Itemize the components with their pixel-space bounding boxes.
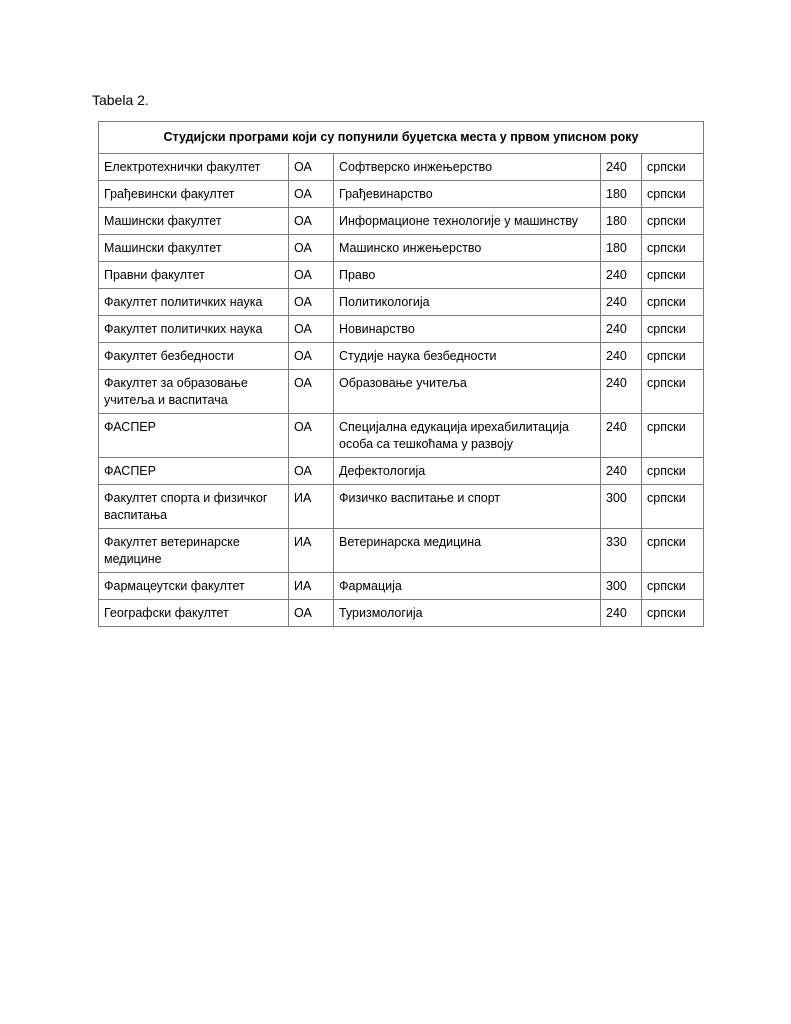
language-cell: српски bbox=[642, 235, 704, 262]
program-cell: Новинарство bbox=[334, 316, 601, 343]
language-cell: српски bbox=[642, 458, 704, 485]
table-row bbox=[99, 458, 704, 485]
accreditation-type-cell: ОА bbox=[289, 181, 334, 208]
table-row bbox=[99, 529, 704, 573]
accreditation-type-cell: ОА bbox=[289, 316, 334, 343]
language-cell: српски bbox=[642, 343, 704, 370]
program-cell: Политикологија bbox=[334, 289, 601, 316]
table-row bbox=[99, 414, 704, 458]
program-cell: Ветеринарска медицина bbox=[334, 529, 601, 573]
ects-cell: 330 bbox=[601, 529, 642, 573]
table-row bbox=[99, 370, 704, 414]
table-row bbox=[99, 208, 704, 235]
program-cell: Машинско инжењерство bbox=[334, 235, 601, 262]
ects-cell: 180 bbox=[601, 181, 642, 208]
program-cell: Образовање учитеља bbox=[334, 370, 601, 414]
table-row bbox=[99, 154, 704, 181]
accreditation-type-cell: ОА bbox=[289, 154, 334, 181]
language-cell: српски bbox=[642, 181, 704, 208]
table-body bbox=[99, 154, 704, 627]
faculty-cell: Правни факултет bbox=[99, 262, 289, 289]
language-cell: српски bbox=[642, 289, 704, 316]
language-cell: српски bbox=[642, 208, 704, 235]
table-row bbox=[99, 181, 704, 208]
language-cell: српски bbox=[642, 529, 704, 573]
accreditation-type-cell: ОА bbox=[289, 458, 334, 485]
table-caption: Tabela 2. bbox=[92, 92, 149, 108]
accreditation-type-cell: ИА bbox=[289, 485, 334, 529]
program-cell: Грађевинарство bbox=[334, 181, 601, 208]
faculty-cell: ФАСПЕР bbox=[99, 458, 289, 485]
language-cell: српски bbox=[642, 316, 704, 343]
ects-cell: 240 bbox=[601, 414, 642, 458]
ects-cell: 240 bbox=[601, 370, 642, 414]
table-title: Студијски програми који су попунили буџетска места у првом уписном року bbox=[99, 122, 704, 154]
faculty-cell: Фармацеутски факултет bbox=[99, 573, 289, 600]
faculty-cell: Електротехнички факултет bbox=[99, 154, 289, 181]
table-row bbox=[99, 343, 704, 370]
faculty-cell: Факултет политичких наука bbox=[99, 289, 289, 316]
accreditation-type-cell: ОА bbox=[289, 600, 334, 627]
ects-cell: 240 bbox=[601, 154, 642, 181]
ects-cell: 240 bbox=[601, 458, 642, 485]
accreditation-type-cell: ОА bbox=[289, 414, 334, 458]
faculty-cell: ФАСПЕР bbox=[99, 414, 289, 458]
language-cell: српски bbox=[642, 262, 704, 289]
faculty-cell: Грађевински факултет bbox=[99, 181, 289, 208]
ects-cell: 240 bbox=[601, 316, 642, 343]
accreditation-type-cell: ИА bbox=[289, 573, 334, 600]
language-cell: српски bbox=[642, 154, 704, 181]
language-cell: српски bbox=[642, 370, 704, 414]
language-cell: српски bbox=[642, 600, 704, 627]
table-row bbox=[99, 235, 704, 262]
program-cell: Софтверско инжењерство bbox=[334, 154, 601, 181]
program-cell: Физичко васпитање и спорт bbox=[334, 485, 601, 529]
ects-cell: 240 bbox=[601, 600, 642, 627]
faculty-cell: Факултет спорта и физичког васпитања bbox=[99, 485, 289, 529]
study-programs-table bbox=[98, 121, 704, 627]
language-cell: српски bbox=[642, 485, 704, 529]
faculty-cell: Машински факултет bbox=[99, 235, 289, 262]
table-row bbox=[99, 289, 704, 316]
ects-cell: 240 bbox=[601, 343, 642, 370]
program-cell: Информационе технологије у машинству bbox=[334, 208, 601, 235]
language-cell: српски bbox=[642, 573, 704, 600]
ects-cell: 240 bbox=[601, 262, 642, 289]
ects-cell: 240 bbox=[601, 289, 642, 316]
accreditation-type-cell: ОА bbox=[289, 262, 334, 289]
program-cell: Фармација bbox=[334, 573, 601, 600]
program-cell: Туризмологија bbox=[334, 600, 601, 627]
faculty-cell: Факултет за образовање учитеља и васпитача bbox=[99, 370, 289, 414]
table-row bbox=[99, 262, 704, 289]
accreditation-type-cell: ОА bbox=[289, 343, 334, 370]
faculty-cell: Факултет ветеринарске медицине bbox=[99, 529, 289, 573]
faculty-cell: Географски факултет bbox=[99, 600, 289, 627]
faculty-cell: Машински факултет bbox=[99, 208, 289, 235]
program-cell: Право bbox=[334, 262, 601, 289]
program-cell: Студије наука безбедности bbox=[334, 343, 601, 370]
accreditation-type-cell: ОА bbox=[289, 235, 334, 262]
accreditation-type-cell: ОА bbox=[289, 208, 334, 235]
accreditation-type-cell: ОА bbox=[289, 289, 334, 316]
accreditation-type-cell: ОА bbox=[289, 370, 334, 414]
faculty-cell: Факултет безбедности bbox=[99, 343, 289, 370]
table-row bbox=[99, 573, 704, 600]
table-row bbox=[99, 600, 704, 627]
accreditation-type-cell: ИА bbox=[289, 529, 334, 573]
language-cell: српски bbox=[642, 414, 704, 458]
table-row bbox=[99, 485, 704, 529]
program-cell: Специјална едукација ирехабилитација особа са тешкоћама у развоју bbox=[334, 414, 601, 458]
ects-cell: 180 bbox=[601, 208, 642, 235]
faculty-cell: Факултет политичких наука bbox=[99, 316, 289, 343]
ects-cell: 300 bbox=[601, 485, 642, 529]
program-cell: Дефектологија bbox=[334, 458, 601, 485]
table-row bbox=[99, 316, 704, 343]
ects-cell: 300 bbox=[601, 573, 642, 600]
ects-cell: 180 bbox=[601, 235, 642, 262]
